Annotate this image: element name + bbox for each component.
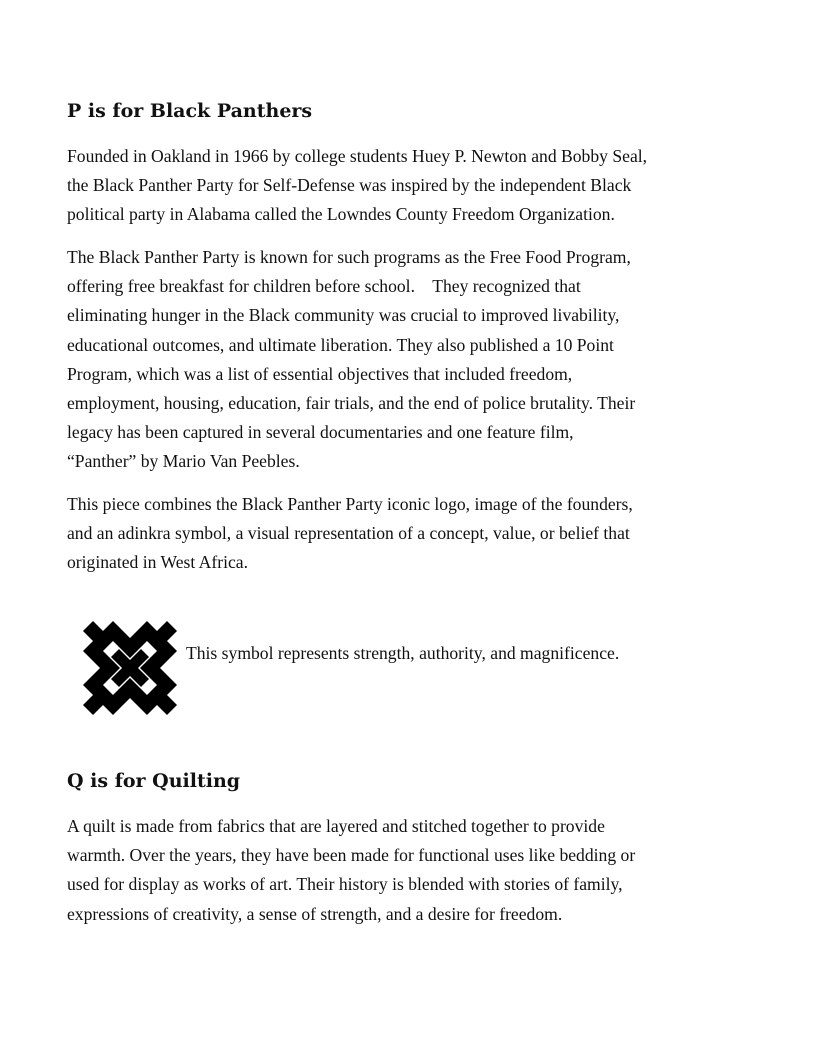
paragraph-quilting	[67, 812, 757, 929]
text-line: originated in West Africa.	[67, 552, 248, 573]
adinkra-symbol-icon	[83, 621, 177, 715]
text-line: eliminating hunger in the Black community was crucial to improved livability,	[67, 305, 620, 326]
paragraph-piece-description	[67, 490, 757, 578]
text-line: Founded in Oakland in 1966 by college students Huey P. Newton and Bobby Seal,	[67, 146, 648, 166]
text-line: A quilt is made from fabrics that are layered and stitched together to provide	[67, 816, 605, 836]
adinkra-symbol-row	[83, 621, 757, 715]
heading-quilting: Q is for Quilting	[67, 770, 241, 792]
text-line: “Panther” by Mario Van Peebles.	[67, 451, 300, 472]
text-line: and an adinkra symbol, a visual representation of a concept, value, or belief that	[67, 523, 630, 544]
text-line: The Black Panther Party is known for such programs as the Free Food Program,	[67, 247, 631, 267]
text-line: This piece combines the Black Panther Party iconic logo, image of the founders,	[67, 494, 633, 514]
paragraph-programs	[67, 243, 757, 477]
text-line: expressions of creativity, a sense of strength, and a desire for freedom.	[67, 903, 563, 924]
paragraph-founding	[67, 142, 757, 230]
text-line: educational outcomes, and ultimate liberation. They also published a 10 Point	[67, 334, 614, 355]
text-line: warmth. Over the years, they have been made for functional uses like bedding or	[67, 845, 636, 866]
text-line: the Black Panther Party for Self-Defense was inspired by the independent Black	[67, 175, 632, 196]
text-line: political party in Alabama called the Lowndes County Freedom Organization.	[67, 204, 615, 225]
text-line: employment, housing, education, fair trials, and the end of police brutality. Their	[67, 393, 636, 414]
symbol-caption: This symbol represents strength, authority, and magnificence.	[186, 643, 620, 663]
text-line: offering free breakfast for children before school. They recognized that	[67, 276, 581, 297]
text-line: used for display as works of art. Their history is blended with stories of family,	[67, 874, 623, 895]
text-line: Program, which was a list of essential objectives that included freedom,	[67, 363, 573, 384]
heading-black-panthers: P is for Black Panthers	[67, 100, 313, 122]
text-line: legacy has been captured in several documentaries and one feature film,	[67, 422, 574, 443]
